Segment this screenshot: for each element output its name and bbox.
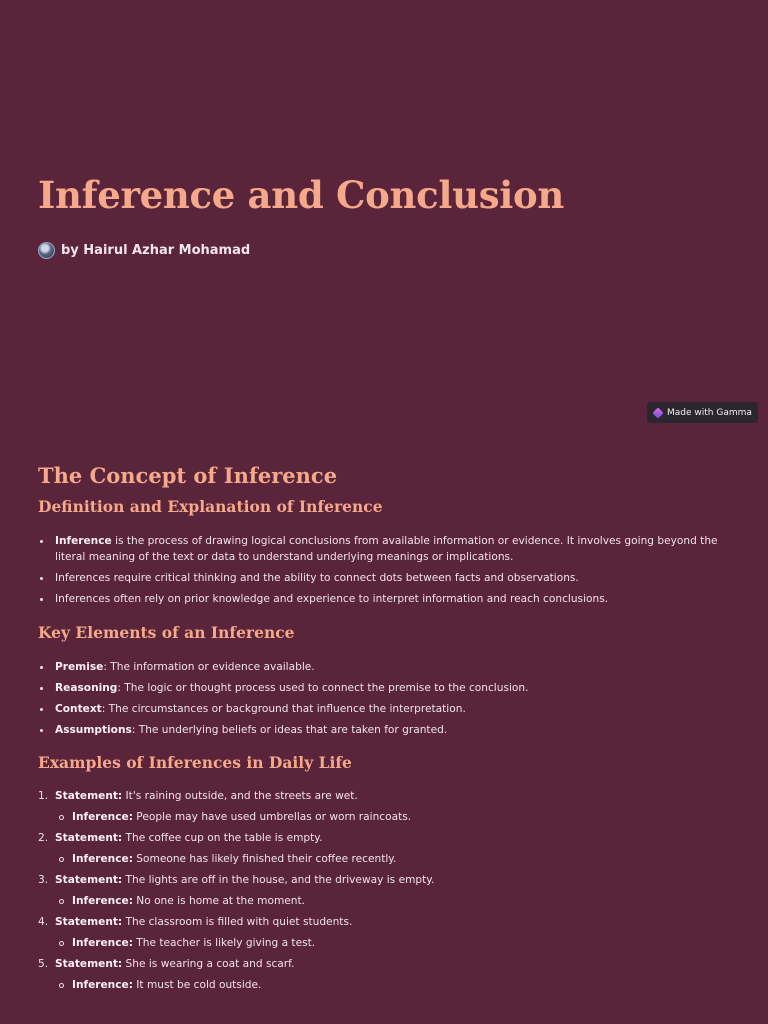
author-line — [38, 242, 250, 259]
section-title: The Concept of Inference — [38, 463, 338, 488]
list-item: 4. Statement: The classroom is filled with quiet students. Inference: The teacher is likely giving a test. — [38, 912, 738, 954]
list-item: Assumptions: The underlying beliefs or ideas that are taken for granted. — [38, 722, 738, 738]
examples-list — [38, 786, 738, 996]
list-item: 2. Statement: The coffee cup on the table is empty. Inference: Someone has likely finished their coffee recently. — [38, 828, 738, 870]
list-item: Inferences require critical thinking and the ability to connect dots between facts and observations. — [38, 570, 738, 586]
content-section — [38, 460, 738, 996]
examples-heading: Examples of Inferences in Daily Life — [38, 753, 352, 772]
author-avatar — [38, 242, 55, 259]
list-item: Inference is the process of drawing logical conclusions from available information or evidence. It involves going beyond the literal meaning of the text or data to understand underlying meanings or implications. — [38, 533, 738, 565]
list-item: Context: The circumstances or background that influence the interpretation. — [38, 701, 738, 717]
list-item: 5. Statement: She is wearing a coat and scarf. Inference: It must be cold outside. — [38, 954, 738, 996]
page-title: Inference and Conclusion — [38, 173, 564, 217]
elements-list — [38, 659, 738, 738]
list-item: Premise: The information or evidence available. — [38, 659, 738, 675]
definition-list — [38, 533, 738, 607]
author-name: by Hairul Azhar Mohamad — [61, 243, 251, 258]
gamma-logo-icon — [652, 407, 663, 418]
made-with-gamma-badge[interactable] — [647, 402, 758, 423]
list-item: 1. Statement: It's raining outside, and the streets are wet. Inference: People may have used umbrellas or worn raincoats. — [38, 786, 738, 828]
definition-heading: Definition and Explanation of Inference — [38, 497, 383, 516]
badge-label: Made with Gamma — [667, 407, 752, 418]
list-item: Reasoning: The logic or thought process used to connect the premise to the conclusion. — [38, 680, 738, 696]
elements-heading: Key Elements of an Inference — [38, 623, 295, 642]
list-item: Inferences often rely on prior knowledge and experience to interpret information and reach conclusions. — [38, 591, 738, 607]
list-item: 3. Statement: The lights are off in the house, and the driveway is empty. Inference: No one is home at the moment. — [38, 870, 738, 912]
